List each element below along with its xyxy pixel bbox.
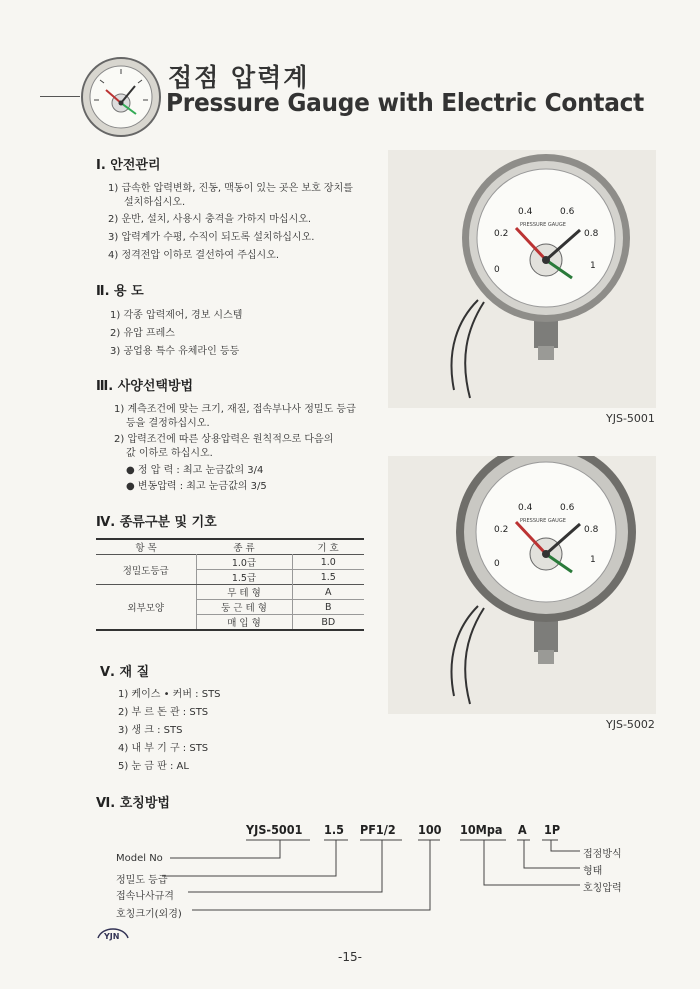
table-group-label: 정밀도등급	[96, 555, 196, 585]
table-cell: 1.0급	[196, 555, 292, 570]
table-header: 기 호	[317, 543, 339, 554]
dial-scale-label: 0.8	[584, 525, 599, 535]
label-form: 형태	[583, 866, 603, 877]
label-nominal-pressure: 호칭압력	[583, 883, 622, 894]
label-model-no: Model No	[116, 853, 163, 864]
dial-scale-label: 0.2	[494, 525, 509, 535]
code-part: PF1/2	[360, 822, 396, 837]
list-item: 4) 정격전압 이하로 결선하여 주십시오.	[108, 250, 280, 261]
dial-scale-label: 0	[494, 265, 500, 275]
bullet-text: 정 압 력 : 최고 눈금값의 3/4	[137, 465, 264, 476]
list-item: 2) 운반, 설치, 사용시 충격을 가하지 마십시오.	[108, 214, 312, 225]
code-part: A	[518, 822, 527, 837]
table-header: 항 목	[135, 543, 157, 554]
title-korean: 접점 압력계	[168, 63, 310, 92]
section-4-heading: Ⅳ. 종류구분 및 기호	[96, 515, 217, 530]
section-6-heading: Ⅵ. 호칭방법	[96, 796, 170, 811]
logo-text: YJN	[104, 932, 120, 941]
dial-scale-label: 0.4	[518, 503, 533, 513]
page-number: -15-	[338, 950, 362, 964]
table-cell: B	[292, 600, 364, 615]
dial-scale-label: 0.4	[518, 207, 533, 217]
pressure-gauge-icon	[388, 456, 656, 714]
section-5-heading: Ⅴ. 재 질	[100, 665, 150, 680]
table-cell: 1.0	[292, 555, 364, 570]
dial-scale-label: 1	[590, 555, 596, 565]
dial-scale-label: 1	[590, 261, 596, 271]
table-cell: 매 입 형	[196, 615, 292, 631]
code-part: 10Mpa	[460, 822, 503, 837]
list-item: 1) 각종 압력제어, 경보 시스템	[110, 310, 243, 321]
list-item: 1) 급속한 압력변화, 진동, 맥동이 있는 곳은 보호 장치를	[108, 183, 353, 194]
table-cell: A	[292, 585, 364, 600]
table-group-label: 외부모양	[96, 585, 196, 631]
code-part: 100	[418, 822, 442, 837]
list-item: 2) 유압 프레스	[110, 328, 175, 339]
code-part: YJS-5001	[246, 822, 303, 837]
list-item: 3) 공업용 특수 유체라인 등등	[110, 346, 240, 357]
pressure-gauge-icon	[388, 150, 656, 408]
code-part: 1P	[544, 822, 561, 837]
dial-text: PRESSURE GAUGE	[520, 222, 566, 228]
list-item: 3) 생 크 : STS	[118, 725, 183, 736]
dial-scale-label: 0.8	[584, 229, 599, 239]
list-item: 설치하십시오.	[124, 197, 186, 208]
dial-scale-label: 0	[494, 559, 500, 569]
list-item: 1) 계측조건에 맞는 크기, 재질, 접속부나사 정밀도 등급	[114, 404, 356, 415]
bullet-item: ● 정 압 력 : 최고 눈금값의 3/4	[126, 465, 264, 476]
list-item: 4) 내 부 기 구 : STS	[118, 743, 209, 754]
list-item: 등을 결정하십시오.	[126, 418, 210, 429]
label-nominal-size: 호칭크기(외경)	[116, 909, 182, 920]
section-2-heading: Ⅱ. 용 도	[96, 284, 144, 299]
table-header: 종 류	[233, 543, 255, 554]
code-part: 1.5	[324, 822, 344, 837]
product-caption: YJS-5001	[606, 412, 655, 425]
table-cell: 1.5	[292, 570, 364, 585]
dial-scale-label: 0.2	[494, 229, 509, 239]
list-item: 3) 압력계가 수평, 수직이 되도록 설치하십시오.	[108, 232, 315, 243]
list-item: 5) 눈 금 판 : AL	[118, 761, 189, 772]
dial-scale-label: 0.6	[560, 207, 575, 217]
company-logo-icon	[96, 922, 130, 942]
label-contact-type: 접점방식	[583, 849, 622, 860]
list-item: 값 이하로 하십시오.	[126, 448, 213, 459]
bullet-item: ● 변동압력 : 최고 눈금값의 3/5	[126, 481, 267, 492]
section-3-heading: Ⅲ. 사양선택방법	[96, 379, 194, 394]
product-caption: YJS-5002	[606, 718, 655, 731]
label-thread-spec: 접속나사규격	[116, 891, 174, 902]
section-1-heading: Ⅰ. 안전관리	[96, 158, 161, 173]
label-precision: 정밀도 등급	[116, 875, 168, 886]
table-cell: 1.5급	[196, 570, 292, 585]
bullet-text: 변동압력 : 최고 눈금값의 3/5	[137, 481, 267, 492]
table-cell: BD	[292, 615, 364, 631]
dial-scale-label: 0.6	[560, 503, 575, 513]
list-item: 2) 압력조건에 따른 상용압력은 원칙적으로 다음의	[114, 434, 334, 445]
list-item: 1) 케이스 • 커버 : STS	[118, 689, 221, 700]
list-item: 2) 부 르 돈 관 : STS	[118, 707, 209, 718]
dial-text: PRESSURE GAUGE	[520, 518, 566, 524]
product-photo-yjs-5001	[388, 150, 656, 408]
title-english: Pressure Gauge with Electric Contact	[166, 88, 644, 117]
product-photo-yjs-5002	[388, 456, 656, 714]
table-cell: 무 테 형	[196, 585, 292, 600]
table-cell: 둥 근 테 형	[196, 600, 292, 615]
